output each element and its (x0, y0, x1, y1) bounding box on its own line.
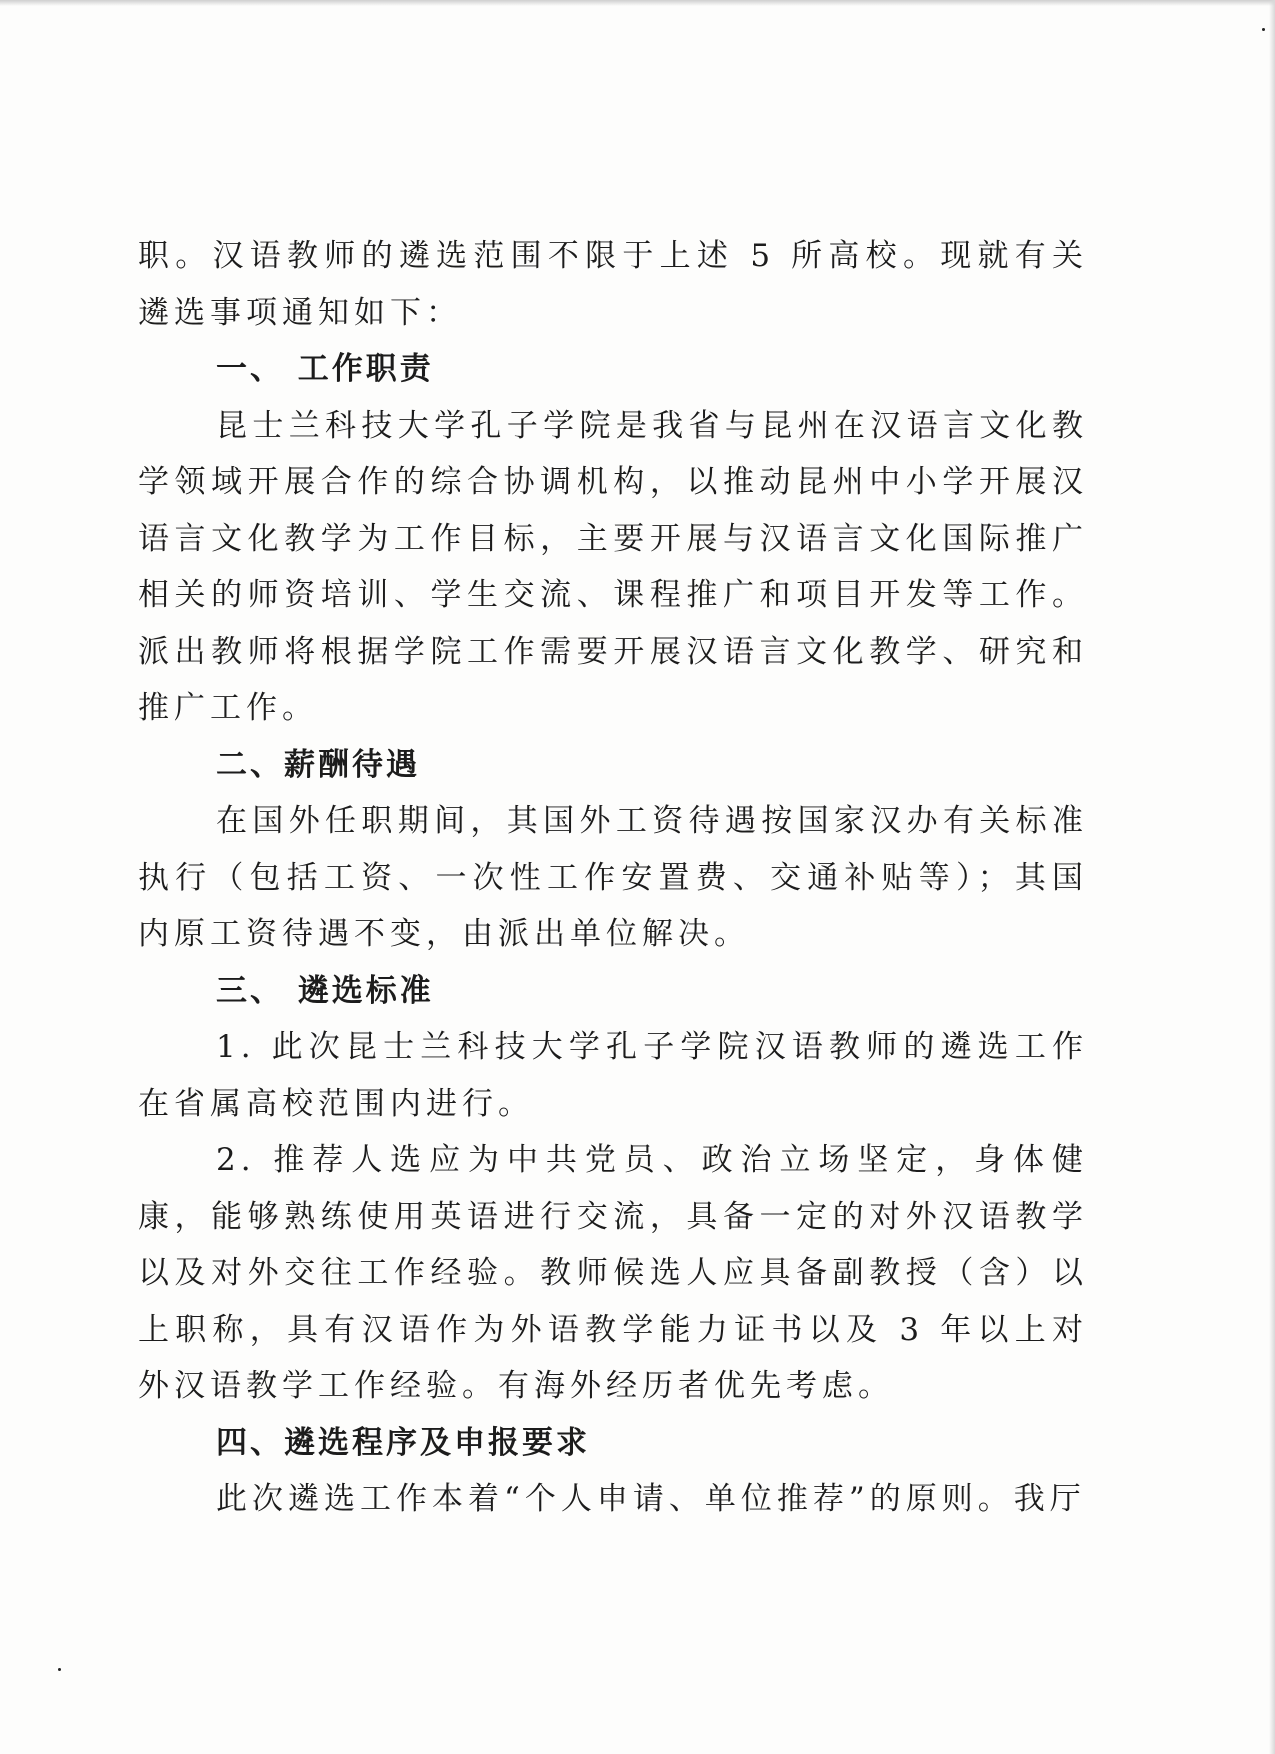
heading-section-1-duties: 一、 工作职责 (216, 351, 434, 387)
paragraph-procedure: 此次遴选工作本着“个人申请、单位推荐”的原则。我厅 (216, 1481, 1086, 1517)
heading-section-4-procedure: 四、遴选程序及申报要求 (216, 1424, 590, 1461)
paragraph-criteria-2: 2. 推荐人选应为中共党员、政治立场坚定，身体健康，能够熟练使用英语进行交流，具备一定的对外汉语教学以及对外交往工作经验。教师候选人应具备副教授（含）以上职称，具有汉语作为外语教学能力证书以及 3 年以上对外汉语教学工作经验。有海外经历者优先考虑。 (138, 1142, 1088, 1404)
heading-section-3-criteria: 三、 遴选标准 (216, 972, 434, 1009)
scan-edge-top (0, 0, 1275, 6)
heading-section-2-salary: 二、薪酬待遇 (216, 746, 420, 783)
scan-speck (1262, 28, 1265, 31)
scan-edge-right (1269, 0, 1275, 1754)
paragraph-intro-continuation: 职。汉语教师的遴选范围不限于上述 5 所高校。现就有关遴选事项通知如下： (138, 238, 1088, 331)
document-body (138, 228, 1088, 1528)
paragraph-salary: 在国外任职期间，其国外工资待遇按国家汉办有关标准执行（包括工资、一次性工作安置费、交通补贴等）；其国内原工资待遇不变，由派出单位解决。 (138, 803, 1088, 952)
paragraph-criteria-1: 1. 此次昆士兰科技大学孔子学院汉语教师的遴选工作在省属高校范围内进行。 (138, 1029, 1088, 1122)
scan-speck (58, 1668, 61, 1671)
paragraph-duties: 昆士兰科技大学孔子学院是我省与昆州在汉语言文化教学领域开展合作的综合协调机构，以推动昆州中小学开展汉语言文化教学为工作目标，主要开展与汉语言文化国际推广相关的师资培训、学生交流、课程推广和项目开发等工作。派出教师将根据学院工作需要开展汉语言文化教学、研究和推广工作。 (138, 407, 1088, 726)
